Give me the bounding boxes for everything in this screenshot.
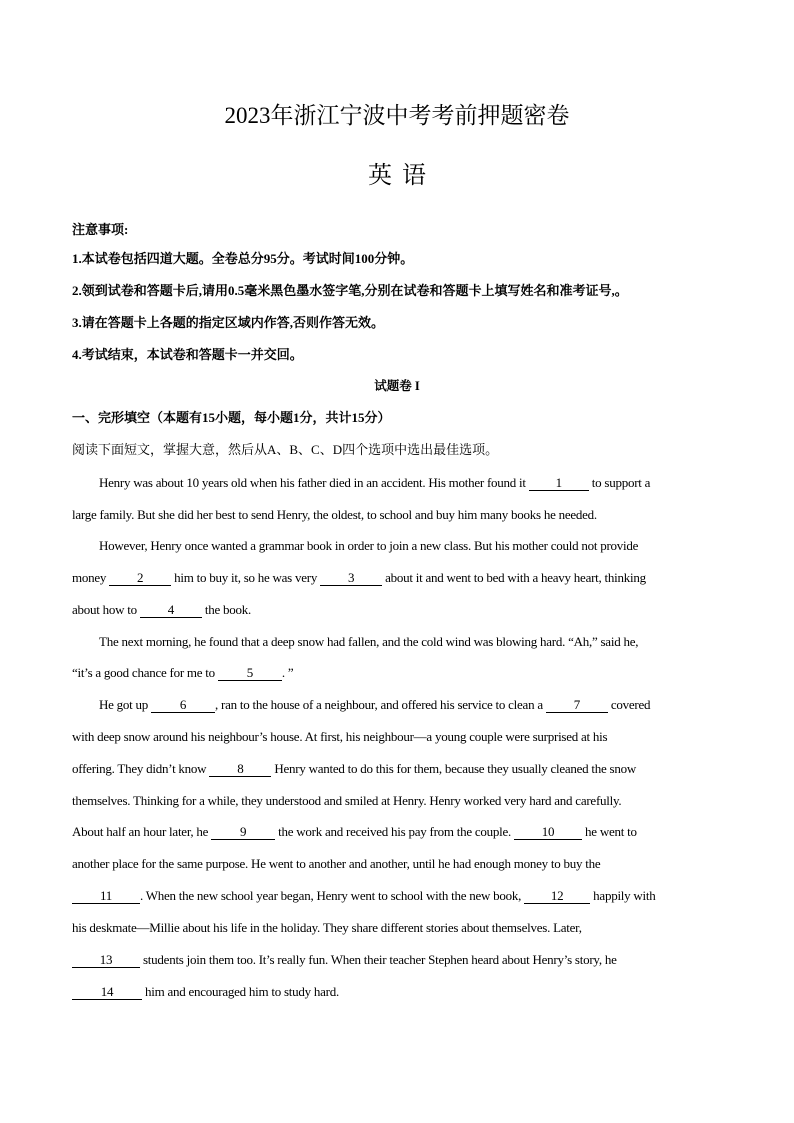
section-label: 试题卷 I xyxy=(374,379,420,393)
subject-title: 英语 xyxy=(368,163,436,189)
passage-line-16: 13 students join them too. It’s really fun. When their teacher Stephen heard about Henry’s story, he xyxy=(72,951,617,969)
passage-line-12: About half an hour later, he 9 the work and received his pay from the couple. 10 he went to xyxy=(72,824,637,839)
blank-1[interactable]: 1 xyxy=(529,476,589,491)
passage-line-2: large family. But she did her best to send Henry, the oldest, to school and buy him many books he needed. xyxy=(72,507,597,522)
blank-2[interactable]: 2 xyxy=(109,571,171,586)
notice-item-1: 1.本试卷包括四道大题。全卷总分95分。考试时间100分钟。 xyxy=(72,251,414,266)
passage-line-7: “it’s a good chance for me to 5 . ” xyxy=(72,665,294,680)
blank-6[interactable]: 6 xyxy=(151,698,215,713)
notice-item-3: 3.请在答题卡上各题的指定区域内作答,否则作答无效。 xyxy=(72,315,385,330)
passage-line-13: another place for the same purpose. He went to another and another, until he had enough money to buy the xyxy=(72,856,601,871)
passage-line-15: his deskmate—Millie about his life in the holiday. They share different stories about themselves. Later, xyxy=(72,920,582,935)
exam-title: 2023年浙江宁波中考考前押题密卷 xyxy=(224,103,570,128)
part1-instruction: 阅读下面短文，掌握大意，然后从A、B、C、D四个选项中选出最佳选项。 xyxy=(72,442,499,457)
blank-9[interactable]: 9 xyxy=(211,825,275,840)
passage-line-6: The next morning, he found that a deep snow had fallen, and the cold wind was blowing hard. “Ah,” said he, xyxy=(99,634,639,649)
passage-line-3: However, Henry once wanted a grammar book in order to join a new class. But his mother could not provide xyxy=(99,538,639,553)
passage-line-8: He got up 6 , ran to the house of a neighbour, and offered his service to clean a 7 covered xyxy=(99,697,651,712)
part1-heading: 一、完形填空（本题有15小题，每小题1分，共计15分） xyxy=(72,410,391,425)
blank-7[interactable]: 7 xyxy=(546,698,608,713)
notice-item-4: 4.考试结束，本试卷和答题卡一并交回。 xyxy=(72,347,303,362)
blank-10[interactable]: 10 xyxy=(514,825,582,840)
blank-5[interactable]: 5 xyxy=(218,666,282,681)
passage-line-17: 14 him and encouraged him to study hard. xyxy=(72,983,339,1001)
blank-8[interactable]: 8 xyxy=(209,762,271,777)
passage-line-14: 11 . When the new school year began, Henry went to school with the new book, 12 happily with xyxy=(72,887,656,905)
passage-line-10: offering. They didn’t know 8 Henry wanted to do this for them, because they usually cleaned the snow xyxy=(72,761,636,776)
blank-12[interactable]: 12 xyxy=(524,889,590,904)
notice-heading: 注意事项: xyxy=(72,222,129,237)
passage-line-5: about how to 4 the book. xyxy=(72,602,252,617)
passage-line-4: money 2 him to buy it, so he was very 3 about it and went to bed with a heavy heart, thinking xyxy=(72,570,646,585)
blank-3[interactable]: 3 xyxy=(320,571,382,586)
passage-line-9: with deep snow around his neighbour’s house. At first, his neighbour—a young couple were surprised at his xyxy=(72,729,608,744)
blank-11[interactable]: 11 xyxy=(72,889,140,904)
passage-line-1: Henry was about 10 years old when his father died in an accident. His mother found it 1 to support a xyxy=(99,475,651,490)
notice-item-2: 2.领到试卷和答题卡后,请用0.5毫米黑色墨水签字笔,分别在试卷和答题卡上填写姓名和准考证号,。 xyxy=(72,283,628,298)
blank-13[interactable]: 13 xyxy=(72,953,140,968)
blank-4[interactable]: 4 xyxy=(140,603,202,618)
passage-line-11: themselves. Thinking for a while, they understood and smiled at Henry. Henry worked very hard and carefully. xyxy=(72,793,622,808)
blank-14[interactable]: 14 xyxy=(72,985,142,1000)
